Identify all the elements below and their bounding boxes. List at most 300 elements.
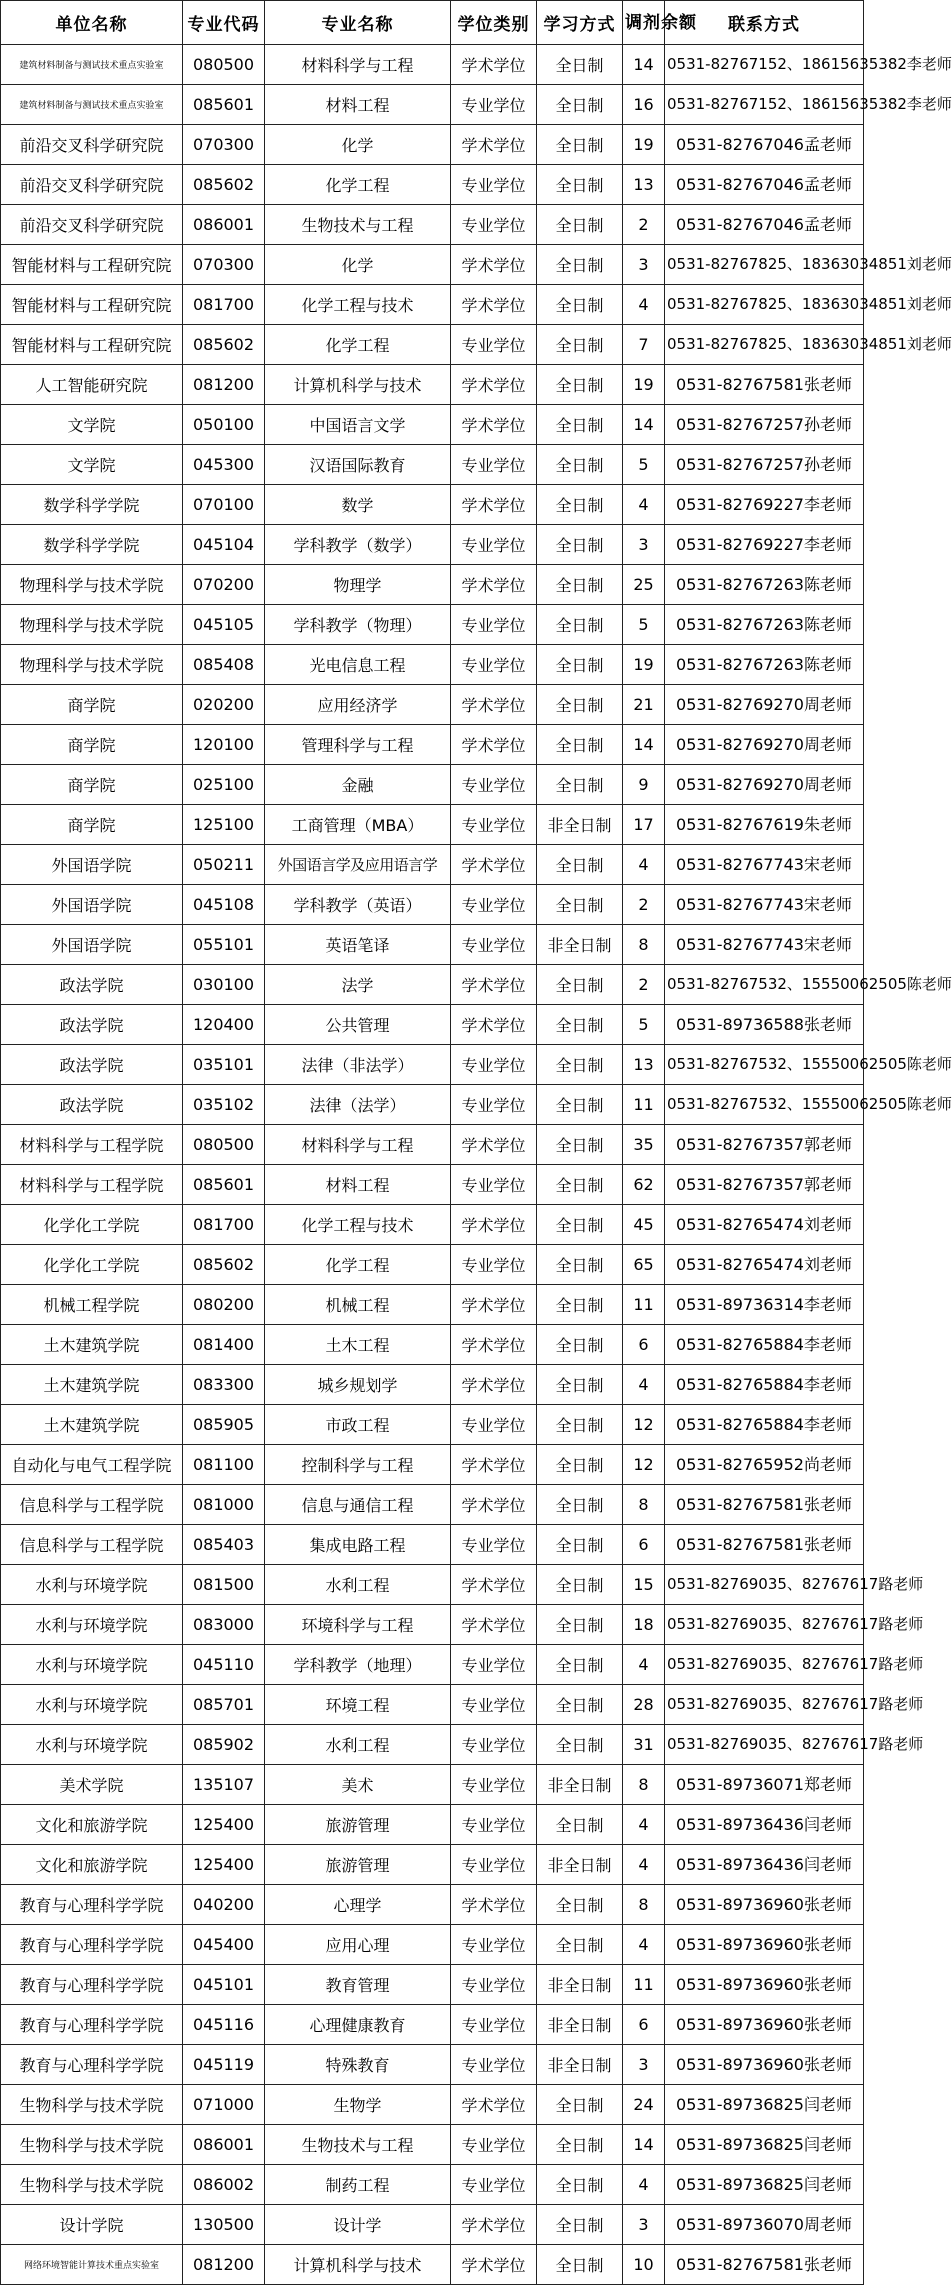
cell-major-name: 化学工程与技术 [265,285,451,325]
cell-unit: 教育与心理科学学院 [1,2005,183,2045]
cell-study-mode: 全日制 [537,1725,623,1765]
table-row [1,2085,864,2125]
cell-contact: 0531-82769227李老师 [665,525,864,565]
cell-contact: 0531-89736588张老师 [665,1005,864,1045]
cell-major-code: 085905 [183,1405,265,1445]
cell-major-code: 080200 [183,1285,265,1325]
cell-quota: 24 [623,2085,665,2125]
cell-major-name: 公共管理 [265,1005,451,1045]
cell-unit: 商学院 [1,725,183,765]
header-major-code: 专业代码 [183,1,265,45]
cell-study-mode: 全日制 [537,2245,623,2285]
cell-quota: 8 [623,925,665,965]
cell-major-code: 085701 [183,1685,265,1725]
cell-contact: 0531-82765884李老师 [665,1325,864,1365]
table-row [1,165,864,205]
cell-quota: 17 [623,805,665,845]
table-row [1,1685,864,1725]
cell-contact: 0531-82767581张老师 [665,2245,864,2285]
cell-study-mode: 全日制 [537,1285,623,1325]
cell-major-name: 工商管理（MBA） [265,805,451,845]
cell-major-code: 125400 [183,1805,265,1845]
cell-study-mode: 全日制 [537,1805,623,1845]
cell-study-mode: 全日制 [537,245,623,285]
cell-study-mode: 全日制 [537,1045,623,1085]
cell-quota: 8 [623,1485,665,1525]
cell-major-name: 数学 [265,485,451,525]
cell-major-code: 050100 [183,405,265,445]
cell-contact: 0531-82769035、82767617路老师 [665,1645,864,1685]
table-row [1,1245,864,1285]
table-row [1,245,864,285]
table-row [1,965,864,1005]
cell-unit: 信息科学与工程学院 [1,1485,183,1525]
table-row [1,45,864,85]
cell-study-mode: 非全日制 [537,2005,623,2045]
table-row [1,1445,864,1485]
cell-unit: 前沿交叉科学研究院 [1,165,183,205]
cell-degree-type: 学术学位 [451,1485,537,1525]
cell-degree-type: 专业学位 [451,1405,537,1445]
cell-major-code: 020200 [183,685,265,725]
cell-degree-type: 学术学位 [451,1285,537,1325]
cell-unit: 数学科学学院 [1,485,183,525]
cell-degree-type: 专业学位 [451,2165,537,2205]
table-row [1,285,864,325]
cell-major-name: 材料工程 [265,1165,451,1205]
cell-major-name: 旅游管理 [265,1805,451,1845]
cell-degree-type: 专业学位 [451,1165,537,1205]
cell-unit: 教育与心理科学学院 [1,1885,183,1925]
cell-major-name: 学科教学（地理） [265,1645,451,1685]
cell-unit: 外国语学院 [1,885,183,925]
cell-contact: 0531-82767357郭老师 [665,1125,864,1165]
cell-major-code: 086002 [183,2165,265,2205]
cell-study-mode: 全日制 [537,1245,623,1285]
cell-major-name: 计算机科学与技术 [265,365,451,405]
cell-study-mode: 全日制 [537,2125,623,2165]
cell-degree-type: 专业学位 [451,645,537,685]
cell-major-name: 光电信息工程 [265,645,451,685]
cell-major-code: 085408 [183,645,265,685]
cell-unit: 教育与心理科学学院 [1,1965,183,2005]
cell-quota: 4 [623,285,665,325]
cell-major-code: 070300 [183,125,265,165]
table-row [1,1845,864,1885]
cell-unit: 智能材料与工程研究院 [1,245,183,285]
cell-study-mode: 全日制 [537,1645,623,1685]
cell-major-code: 070200 [183,565,265,605]
cell-degree-type: 专业学位 [451,885,537,925]
cell-quota: 4 [623,1925,665,1965]
cell-major-name: 外国语言学及应用语言学 [265,845,451,885]
cell-unit: 教育与心理科学学院 [1,1925,183,1965]
cell-major-name: 城乡规划学 [265,1365,451,1405]
cell-contact: 0531-82767743宋老师 [665,845,864,885]
cell-unit: 智能材料与工程研究院 [1,325,183,365]
cell-major-name: 应用经济学 [265,685,451,725]
cell-major-name: 学科教学（英语） [265,885,451,925]
cell-major-name: 集成电路工程 [265,1525,451,1565]
cell-contact: 0531-82767532、15550062505陈老师 [665,1085,864,1125]
cell-degree-type: 学术学位 [451,125,537,165]
cell-degree-type: 学术学位 [451,2205,537,2245]
cell-contact: 0531-82767581张老师 [665,1485,864,1525]
cell-quota: 45 [623,1205,665,1245]
cell-study-mode: 非全日制 [537,2045,623,2085]
cell-degree-type: 专业学位 [451,1845,537,1885]
cell-major-name: 化学工程 [265,165,451,205]
table-row [1,1565,864,1605]
table-row [1,85,864,125]
cell-major-code: 081500 [183,1565,265,1605]
cell-major-code: 081200 [183,2245,265,2285]
cell-study-mode: 非全日制 [537,925,623,965]
cell-quota: 14 [623,2125,665,2165]
cell-contact: 0531-89736436闫老师 [665,1805,864,1845]
cell-contact: 0531-82767263陈老师 [665,645,864,685]
cell-contact: 0531-89736960张老师 [665,1925,864,1965]
cell-contact: 0531-82767825、18363034851刘老师 [665,325,864,365]
cell-degree-type: 学术学位 [451,485,537,525]
cell-contact: 0531-82767581张老师 [665,1525,864,1565]
cell-study-mode: 全日制 [537,1925,623,1965]
cell-degree-type: 专业学位 [451,1965,537,2005]
cell-unit: 物理科学与技术学院 [1,605,183,645]
cell-quota: 16 [623,85,665,125]
table-row [1,485,864,525]
cell-major-name: 学科教学（物理） [265,605,451,645]
cell-contact: 0531-89736070周老师 [665,2205,864,2245]
cell-contact: 0531-82765474刘老师 [665,1245,864,1285]
cell-quota: 12 [623,1445,665,1485]
cell-study-mode: 全日制 [537,2205,623,2245]
cell-degree-type: 专业学位 [451,2005,537,2045]
cell-study-mode: 全日制 [537,765,623,805]
cell-major-name: 材料科学与工程 [265,1125,451,1165]
cell-study-mode: 全日制 [537,1885,623,1925]
cell-major-code: 035101 [183,1045,265,1085]
cell-major-name: 法律（法学） [265,1085,451,1125]
table-row [1,1405,864,1445]
cell-study-mode: 全日制 [537,1605,623,1645]
cell-major-name: 土木工程 [265,1325,451,1365]
cell-unit: 物理科学与技术学院 [1,645,183,685]
cell-degree-type: 专业学位 [451,805,537,845]
cell-unit: 土木建筑学院 [1,1365,183,1405]
cell-major-code: 081000 [183,1485,265,1525]
cell-quota: 35 [623,1125,665,1165]
cell-degree-type: 学术学位 [451,1005,537,1045]
cell-contact: 0531-82769270周老师 [665,725,864,765]
cell-major-code: 071000 [183,2085,265,2125]
cell-major-name: 化学工程 [265,1245,451,1285]
cell-major-name: 生物技术与工程 [265,2125,451,2165]
cell-unit: 土木建筑学院 [1,1405,183,1445]
cell-unit: 文化和旅游学院 [1,1845,183,1885]
cell-contact: 0531-82767532、15550062505陈老师 [665,965,864,1005]
cell-major-name: 化学 [265,245,451,285]
cell-quota: 3 [623,245,665,285]
cell-quota: 4 [623,1365,665,1405]
cell-unit: 政法学院 [1,1045,183,1085]
cell-study-mode: 全日制 [537,1325,623,1365]
cell-quota: 4 [623,2165,665,2205]
cell-quota: 14 [623,45,665,85]
cell-major-code: 081200 [183,365,265,405]
table-row [1,1085,864,1125]
table-row [1,205,864,245]
cell-major-name: 管理科学与工程 [265,725,451,765]
cell-degree-type: 学术学位 [451,2245,537,2285]
cell-unit: 化学化工学院 [1,1205,183,1245]
table-row [1,2245,864,2285]
cell-study-mode: 非全日制 [537,1965,623,2005]
cell-study-mode: 非全日制 [537,805,623,845]
cell-major-code: 083300 [183,1365,265,1405]
table-row [1,1365,864,1405]
cell-contact: 0531-82767257孙老师 [665,445,864,485]
cell-degree-type: 学术学位 [451,1565,537,1605]
cell-major-name: 特殊教育 [265,2045,451,2085]
cell-study-mode: 全日制 [537,725,623,765]
cell-unit: 建筑材料制备与测试技术重点实验室 [1,45,183,85]
cell-unit: 土木建筑学院 [1,1325,183,1365]
table-row [1,2005,864,2045]
cell-study-mode: 全日制 [537,645,623,685]
table-row [1,1285,864,1325]
cell-degree-type: 学术学位 [451,2085,537,2125]
cell-quota: 21 [623,685,665,725]
cell-unit: 商学院 [1,805,183,845]
cell-unit: 水利与环境学院 [1,1685,183,1725]
cell-quota: 19 [623,365,665,405]
cell-contact: 0531-82767263陈老师 [665,605,864,645]
cell-major-code: 135107 [183,1765,265,1805]
cell-major-code: 070300 [183,245,265,285]
cell-study-mode: 全日制 [537,205,623,245]
cell-contact: 0531-82769035、82767617路老师 [665,1565,864,1605]
cell-degree-type: 学术学位 [451,965,537,1005]
cell-quota: 15 [623,1565,665,1605]
cell-degree-type: 专业学位 [451,1085,537,1125]
cell-major-name: 化学工程 [265,325,451,365]
cell-major-name: 机械工程 [265,1285,451,1325]
cell-study-mode: 全日制 [537,685,623,725]
cell-contact: 0531-82767152、18615635382李老师 [665,85,864,125]
cell-major-name: 心理健康教育 [265,2005,451,2045]
table-row [1,1005,864,1045]
cell-unit: 数学科学学院 [1,525,183,565]
cell-unit: 信息科学与工程学院 [1,1525,183,1565]
cell-study-mode: 全日制 [537,525,623,565]
cell-contact: 0531-82769035、82767617路老师 [665,1605,864,1645]
cell-contact: 0531-82767581张老师 [665,365,864,405]
cell-major-name: 生物技术与工程 [265,205,451,245]
cell-major-code: 045300 [183,445,265,485]
table-row [1,1125,864,1165]
cell-quota: 5 [623,1005,665,1045]
cell-quota: 4 [623,1645,665,1685]
cell-major-name: 市政工程 [265,1405,451,1445]
table-row [1,645,864,685]
cell-contact: 0531-89736960张老师 [665,1965,864,2005]
cell-quota: 9 [623,765,665,805]
table-row [1,445,864,485]
cell-degree-type: 学术学位 [451,45,537,85]
cell-quota: 2 [623,965,665,1005]
cell-quota: 4 [623,485,665,525]
cell-quota: 5 [623,445,665,485]
table-row [1,1885,864,1925]
cell-quota: 3 [623,525,665,565]
cell-unit: 生物科学与技术学院 [1,2085,183,2125]
cell-major-code: 045110 [183,1645,265,1685]
cell-quota: 18 [623,1605,665,1645]
cell-degree-type: 专业学位 [451,925,537,965]
cell-major-code: 086001 [183,2125,265,2165]
cell-unit: 前沿交叉科学研究院 [1,125,183,165]
cell-study-mode: 非全日制 [537,1845,623,1885]
cell-quota: 11 [623,1285,665,1325]
cell-unit: 政法学院 [1,1085,183,1125]
cell-unit: 政法学院 [1,965,183,1005]
cell-major-code: 085602 [183,325,265,365]
cell-major-code: 030100 [183,965,265,1005]
cell-unit: 前沿交叉科学研究院 [1,205,183,245]
header-quota: 调剂余额 [623,1,665,45]
header-contact: 联系方式 [665,1,864,45]
cell-quota: 2 [623,885,665,925]
cell-contact: 0531-89736314李老师 [665,1285,864,1325]
header-degree-type: 学位类别 [451,1,537,45]
table-row [1,1165,864,1205]
cell-quota: 25 [623,565,665,605]
cell-study-mode: 非全日制 [537,1765,623,1805]
cell-degree-type: 专业学位 [451,1925,537,1965]
table-row [1,1525,864,1565]
cell-quota: 11 [623,1085,665,1125]
header-unit: 单位名称 [1,1,183,45]
cell-major-code: 050211 [183,845,265,885]
cell-unit: 建筑材料制备与测试技术重点实验室 [1,85,183,125]
cell-degree-type: 专业学位 [451,1245,537,1285]
cell-major-code: 085602 [183,1245,265,1285]
cell-quota: 14 [623,725,665,765]
cell-unit: 生物科学与技术学院 [1,2125,183,2165]
table-row [1,1605,864,1645]
cell-contact: 0531-89736825闫老师 [665,2165,864,2205]
cell-major-name: 应用心理 [265,1925,451,1965]
cell-study-mode: 全日制 [537,1445,623,1485]
cell-major-name: 材料科学与工程 [265,45,451,85]
cell-major-name: 美术 [265,1765,451,1805]
cell-study-mode: 全日制 [537,2085,623,2125]
cell-unit: 材料科学与工程学院 [1,1165,183,1205]
cell-contact: 0531-82767263陈老师 [665,565,864,605]
table-row [1,565,864,605]
cell-study-mode: 全日制 [537,1205,623,1245]
cell-quota: 5 [623,605,665,645]
cell-contact: 0531-82767152、18615635382李老师 [665,45,864,85]
cell-study-mode: 全日制 [537,45,623,85]
cell-unit: 文学院 [1,445,183,485]
cell-contact: 0531-82769035、82767617路老师 [665,1685,864,1725]
cell-major-code: 085403 [183,1525,265,1565]
cell-major-name: 水利工程 [265,1565,451,1605]
cell-major-name: 制药工程 [265,2165,451,2205]
cell-contact: 0531-82767743宋老师 [665,925,864,965]
cell-quota: 19 [623,125,665,165]
cell-major-code: 085601 [183,85,265,125]
table-row [1,725,864,765]
cell-study-mode: 全日制 [537,1405,623,1445]
cell-degree-type: 学术学位 [451,365,537,405]
cell-major-code: 045119 [183,2045,265,2085]
cell-degree-type: 专业学位 [451,1685,537,1725]
cell-unit: 智能材料与工程研究院 [1,285,183,325]
cell-major-name: 环境科学与工程 [265,1605,451,1645]
cell-contact: 0531-82769227李老师 [665,485,864,525]
cell-study-mode: 全日制 [537,1365,623,1405]
cell-major-name: 中国语言文学 [265,405,451,445]
header-row [1,1,864,45]
cell-major-code: 081700 [183,1205,265,1245]
cell-contact: 0531-82767619朱老师 [665,805,864,845]
cell-study-mode: 全日制 [537,125,623,165]
table-row [1,685,864,725]
table-row [1,405,864,445]
cell-study-mode: 全日制 [537,1005,623,1045]
cell-quota: 62 [623,1165,665,1205]
cell-contact: 0531-82769270周老师 [665,765,864,805]
header-study-mode: 学习方式 [537,1,623,45]
cell-study-mode: 全日制 [537,1565,623,1605]
cell-quota: 2 [623,205,665,245]
cell-major-code: 045105 [183,605,265,645]
cell-quota: 28 [623,1685,665,1725]
cell-degree-type: 学术学位 [451,1445,537,1485]
cell-major-name: 化学 [265,125,451,165]
cell-unit: 教育与心理科学学院 [1,2045,183,2085]
cell-major-name: 材料工程 [265,85,451,125]
table-row [1,1645,864,1685]
cell-major-code: 055101 [183,925,265,965]
cell-contact: 0531-82765952尚老师 [665,1445,864,1485]
cell-quota: 13 [623,1045,665,1085]
cell-major-name: 物理学 [265,565,451,605]
cell-unit: 商学院 [1,765,183,805]
cell-major-name: 生物学 [265,2085,451,2125]
cell-degree-type: 专业学位 [451,765,537,805]
cell-major-code: 083000 [183,1605,265,1645]
cell-unit: 外国语学院 [1,845,183,885]
table-row [1,1205,864,1245]
cell-unit: 化学化工学院 [1,1245,183,1285]
table-row [1,2165,864,2205]
cell-study-mode: 全日制 [537,445,623,485]
cell-quota: 8 [623,1885,665,1925]
cell-degree-type: 学术学位 [451,565,537,605]
cell-degree-type: 专业学位 [451,1645,537,1685]
cell-quota: 6 [623,1525,665,1565]
table-row [1,2045,864,2085]
cell-degree-type: 专业学位 [451,85,537,125]
cell-major-code: 045108 [183,885,265,925]
cell-major-name: 心理学 [265,1885,451,1925]
cell-quota: 3 [623,2205,665,2245]
cell-degree-type: 学术学位 [451,1205,537,1245]
